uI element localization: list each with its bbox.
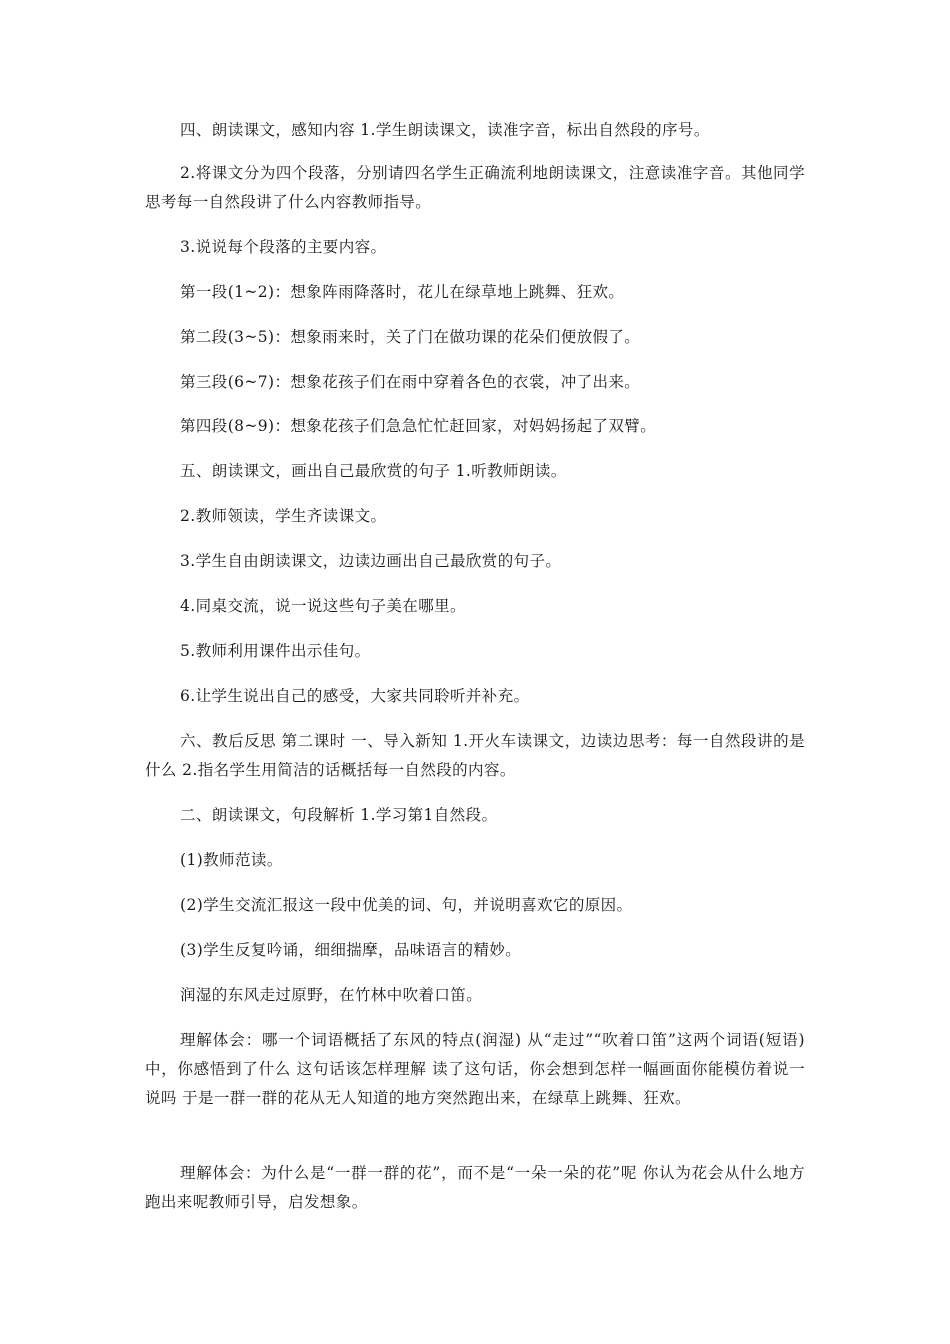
paragraph: 4.同桌交流，说一说这些句子美在哪里。 [180, 597, 466, 615]
paragraph: 第一段(1~2)：想象阵雨降落时，花儿在绿草地上跳舞、狂欢。 [180, 283, 625, 301]
paragraph: 六、教后反思 第二课时 一、导入新知 1.开火车读课文，边读边思考：每一自然段讲的是什么 2.指名学生用简洁的话概括每一自然段的内容。 [145, 732, 805, 779]
paragraph: (2)学生交流汇报这一段中优美的词、句，并说明喜欢它的原因。 [180, 896, 633, 914]
paragraph: 理解体会：哪一个词语概括了东风的特点(润湿) 从“走过”“吹着口笛”这两个词语(短语)中，你感悟到了什么 这句话该怎样理解 读了这句话，你会想到怎样一幅画面你能模仿着说一说吗 于是一群一群的花从无人知道的地方突然跑出来，在绿草上跳舞、狂欢。 [145, 1031, 805, 1107]
paragraph: 2.教师领读，学生齐读课文。 [180, 507, 387, 525]
paragraph: 第三段(6~7)：想象花孩子们在雨中穿着各色的衣裳，冲了出来。 [180, 373, 641, 391]
paragraph: 五、朗读课文，画出自己最欣赏的句子 1.听教师朗读。 [180, 462, 567, 480]
paragraph: 第二段(3~5)：想象雨来时，关了门在做功课的花朵们便放假了。 [180, 328, 641, 346]
paragraph: 3.学生自由朗读课文，边读边画出自己最欣赏的句子。 [180, 552, 562, 570]
paragraph: 第四段(8~9)：想象花孩子们急急忙忙赶回家，对妈妈扬起了双臂。 [180, 417, 657, 435]
paragraph: (1)教师范读。 [180, 851, 283, 869]
paragraph: 2.将课文分为四个段落，分别请四名学生正确流利地朗读课文，注意读准字音。其他同学思考每一自然段讲了什么内容教师指导。 [145, 164, 805, 211]
paragraph: 6.让学生说出自己的感受，大家共同聆听并补充。 [180, 687, 530, 705]
paragraph: 5.教师利用课件出示佳句。 [180, 642, 371, 660]
paragraph: (3)学生反复吟诵，细细揣摩，品味语言的精妙。 [180, 941, 522, 959]
paragraph: 二、朗读课文，句段解析 1.学习第1自然段。 [180, 806, 498, 824]
paragraph: 理解体会：为什么是“一群一群的花”，而不是“一朵一朵的花”呢 你认为花会从什么地方跑出来呢教师引导，启发想象。 [145, 1164, 805, 1211]
paragraph: 润湿的东风走过原野，在竹林中吹着口笛。 [180, 986, 483, 1004]
paragraph: 3.说说每个段落的主要内容。 [180, 238, 387, 256]
paragraph: 四、朗读课文，感知内容 1.学生朗读课文，读准字音，标出自然段的序号。 [180, 121, 710, 139]
